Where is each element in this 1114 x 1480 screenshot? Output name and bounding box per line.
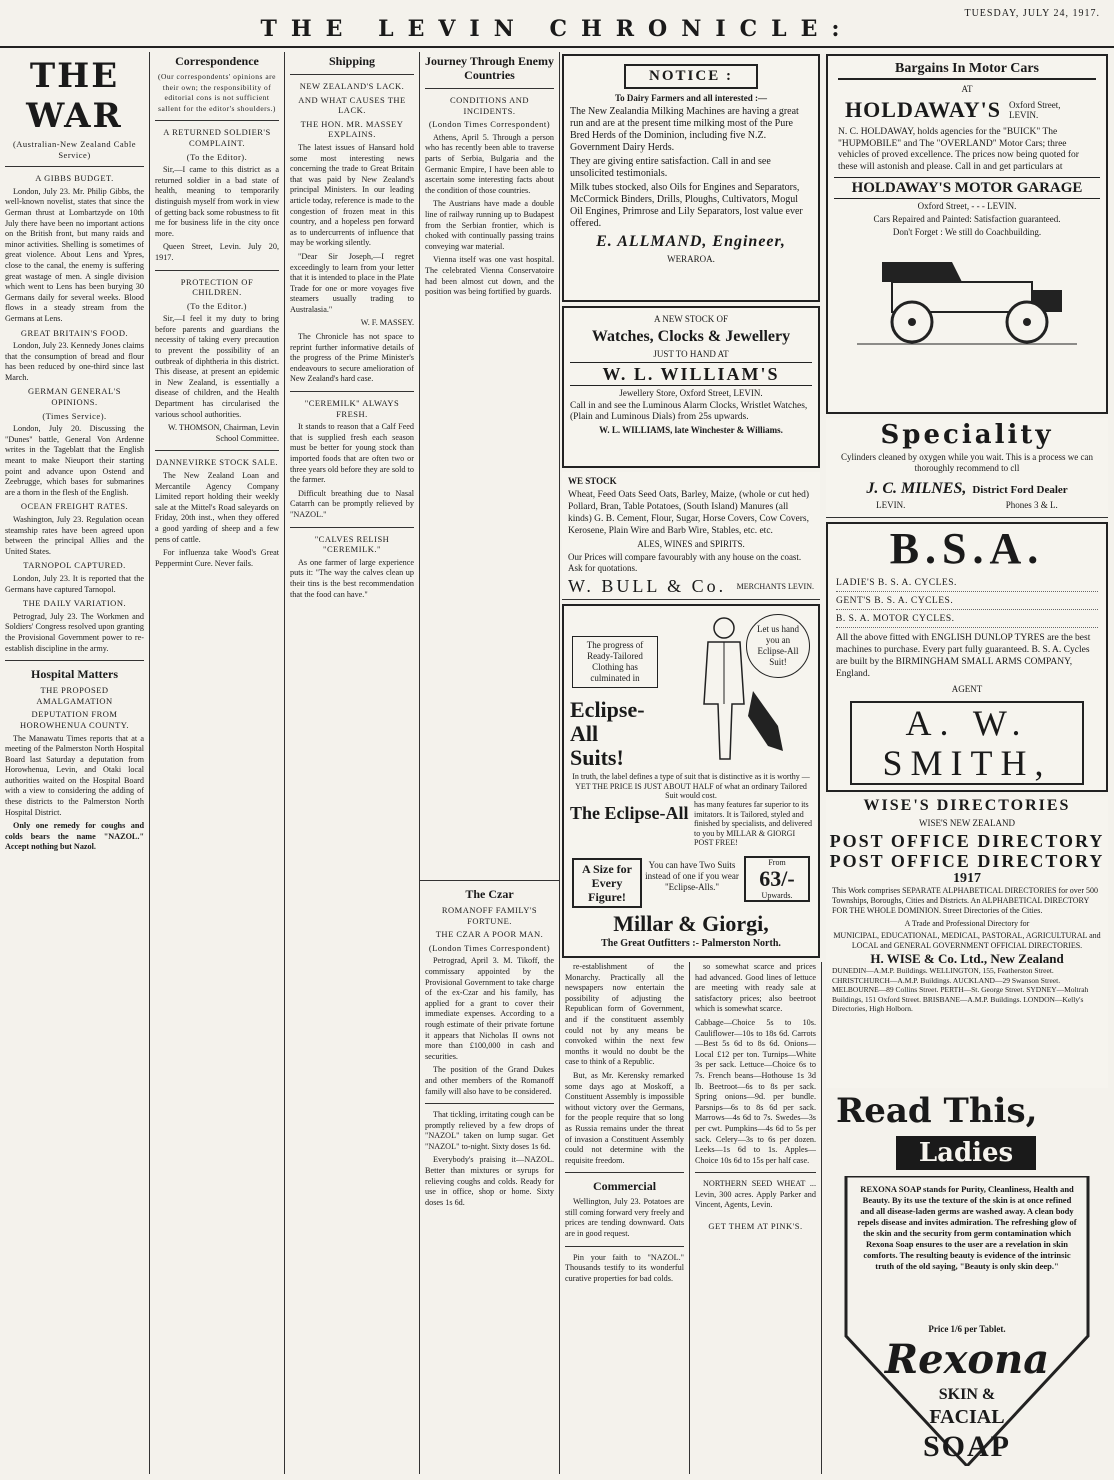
advert-line: Everybody's praising it—NAZOL. Better than mixtures or syrups for relieving coughs and colds. Ready for use in office, shop or home. Sixty doses 1s 6d. [425, 1155, 554, 1207]
bsa-logo: B.S.A. [889, 524, 1045, 573]
market-prices: Cabbage—Choice 5s to 10s. Cauliflower—10s to 18s 6d. Carrots—Best 5s 6d to 8s 6d. Onions—Local £12 per ton. Turnips—White 3s per sack. Lettuce—Choice 6s to 7s. French beans—Hothouse 1s 3d lb. Beetroot—6s to 8s per sack. Spring onions—9d. per bundle. Parsnips—6s to 8s 6d per sack. Marrows—4s 6d to 7s. Swedes—3s per cwt. Pumpkins—4s 6d to 5s per sack. Celery—3s to 6s per dozen. Leeks—1s 6d to 1s. Apples—Choice 10s 6d to 15s per half case. [695, 1017, 816, 1165]
notice-body: The New Zealandia Milking Machines are having a great run and are at the present time milking most of the Pure Bred Herds of the Dominion, including five N.Z. Government Dairy Herds. [570, 106, 799, 153]
story-body: re-establishment of the Monarchy. Practically all the newspapers now entertain the possibility of adjusting the Republican form of Government, and if the constituent assembly could not by any means be convoked within the next few months it would no doubt be the case to think of a Republic. [565, 962, 684, 1067]
eclipse-price-box [744, 856, 810, 902]
watches-just: JUST TO HAND AT [653, 349, 729, 359]
story-body: The position of the Grand Dukes and other members of the Romanoff family will also have to be considered. [425, 1065, 554, 1096]
holdaway-garage: HOLDAWAY'S MOTOR GARAGE [834, 177, 1100, 199]
divider [695, 1172, 816, 1173]
divider [290, 74, 414, 75]
story-subtitle: (Times Service). [42, 410, 107, 421]
masthead [0, 0, 1114, 48]
eclipse-letus: Let us hand you an Eclipse-All Suit! [746, 614, 810, 678]
watches-advert [562, 306, 820, 468]
story-title: ROMANOFF FAMILY'S FORTUNE. [441, 905, 538, 926]
column-war [0, 52, 150, 1474]
eclipse-firm-sub: The Great Outfitters :- Palmerston North. [601, 938, 781, 949]
milnes-place: LEVIN. [876, 500, 906, 510]
eclipse-progress: The progress of Ready-Tailored Clothing has culminated in [572, 636, 658, 688]
wise-title: WISE'S DIRECTORIES [863, 797, 1071, 814]
eclipse-advert [562, 604, 820, 958]
motor-car-icon [852, 242, 1082, 352]
story-body: The Austrians have made a double line of railway running up to Budapest from the Serbian frontier, which is choked with continually passing trains conveying war material. [425, 199, 554, 251]
westock-compare: Our Prices will compare favourably with any house on the coast. Ask for quotations. [568, 552, 802, 573]
bsa-smith: A. W. SMITH, [850, 701, 1084, 785]
rexona-price: Price 1/6 per Tablet. [928, 1324, 1006, 1334]
story-body: London, July 23. It is reported that the Germans have captured Tarnopol. [5, 573, 144, 594]
story-title: "CALVES RELISH "CEREMILK." [314, 533, 390, 555]
milnes-name: J. C. MILNES, [866, 480, 967, 497]
wise-year: 1917 [953, 871, 981, 886]
letter-body: Sir,—I feel it my duty to bring before parents and guardians the necessity of taking every precaution to prevent the possibility of an outbreak of diphtheria in this district. This disease, at present an epidemic in New Zealand, is essentially a disease of children, and the Health Department has circularised the various school authorities. [155, 314, 279, 419]
watches-sign: W. L. WILLIAMS, late Winchester & Williams. [599, 425, 783, 435]
story-body: The Manawatu Times reports that at a meeting of the Palmerston North Hospital Board last Saturday a deputation from Horowhenua, Levin, and Otaki local authorities waited on the Hospital Board with a view to considering the adding of these districts to the Palmerston North Hospital District. [5, 733, 144, 817]
editor-note: (Our correspondents' opinions are their own; the responsibility of editorial cons is not sufficient sallent for the editor's shoulders.) [157, 72, 277, 113]
divider [425, 88, 554, 89]
eclipse-firm: Millar & Giorgi, [613, 911, 769, 936]
holdaway-at: AT [961, 84, 973, 94]
bsa-line: GENT'S B. S. A. CYCLES. [836, 596, 1098, 610]
westock-advert [562, 472, 820, 600]
watches-title: Watches, Clocks & Jewellery [591, 328, 791, 345]
commercial-heading: Commercial [592, 1179, 657, 1194]
westock-head: WE STOCK [568, 476, 617, 486]
issue-date: TUESDAY, JULY 24, 1917. [964, 8, 1100, 19]
eclipse-suit-name: The Eclipse-All [570, 803, 689, 823]
story-title: "CEREMILK" ALWAYS FRESH. [304, 398, 400, 419]
advert-line: For influenza take Wood's Great Peppermint Cure. Never fails. [155, 548, 279, 568]
rexona-facial: FACIAL [929, 1406, 1005, 1428]
eclipse-upwards: Upwards. [761, 891, 793, 900]
eclipse-price: 63/- [759, 866, 795, 891]
correspondence-heading: Correspondence [175, 54, 259, 68]
notice-advert [562, 54, 820, 302]
hospital-heading: Hospital Matters [31, 667, 118, 682]
eclipse-from: From [768, 858, 786, 867]
story-body: Washington, July 23. Regulation ocean steamship rates have been agreed upon between the principal Allies and the United States. [5, 515, 144, 556]
eclipse-suit-desc: has many features far superior to its imitators. It is Tailored, styled and finished by specialists, and delivered to you by MILLAR & GIORGI POST FREE! [694, 800, 812, 847]
divider [565, 1246, 684, 1247]
rexona-body: REXONA SOAP stands for Purity, Cleanliness, Health and Beauty. By its use the texture of the skin is at once refined and all disease-laden germs are washed away. A clean body repels disease and invites admiration. The refreshing glow of the skin and the security from germ contamination which Rexona Soap ensures to the user are a revelation in skin comforts. The resulting beauty is evidence of the intrinsic truth of the old saying, "Beauty is only skin deep." [857, 1184, 1077, 1271]
story-body: Athens, April 5. Through a person who has recently been able to traverse parts of Serbia, Bulgaria and the Germanic Empire, I have been able to ascertain some interesting facts about the condition of those countries. [425, 132, 554, 195]
holdaway-advert [826, 54, 1108, 414]
story-body: Petrograd, July 23. The Workmen and Soldiers' Congress resolved upon granting the Provisional Government power to re-establish discipline in the army. [5, 611, 144, 653]
wise-body: This Work comprises SEPARATE ALPHABETICAL DIRECTORIES for over 500 Townships, Boroughs, Cities and Districts. An ALPHABETICAL DIRECTORY FOR THE WHOLE DOMINION. Street Directories of the Cities. [832, 886, 1099, 915]
story-body: London, July 23. Mr. Philip Gibbs, the well-known novelist, states that since the German thrust at Lombartzyde on 10th July there have been no important actions on the British front, but many raids and minor activities. Shelling is sometimes of great violence. About Lens and Ypres, close to the canal, the enemy is suffering great wastage of men. A single division which went to Lens has been burying 30 Germans daily for several weeks. Blood flows in a steady stream from the Germans at Lens. [5, 186, 144, 323]
watches-body: Call in and see the Luminous Alarm Clocks, Wristlet Watches, (Plain and Luminous Dials) from 25s upwards. [570, 401, 808, 422]
rexona-skin: SKIN & [938, 1386, 996, 1403]
holdaway-body: N. C. HOLDAWAY, holds agencies for the "BUICK" The "HUPMOBILE" and The "OVERLAND" Motor Cars; three vehicles of proved excellence. The prices now being quoted for these will astonish and please. Call in and get particulars at [838, 127, 1079, 172]
story-title: A GIBBS BUDGET. [35, 173, 114, 184]
bsa-advert [826, 522, 1108, 792]
story-body: The New Zealand Loan and Mercantile Agency Company Limited report holding their weekly sale at the Mittel's Road saleyards on Friday, 20th inst., when they offered a good yarding of sheep and a few pens of cattle. [155, 471, 279, 544]
watches-address: Jewellery Store, Oxford Street, LEVIN. [619, 388, 763, 398]
advert-line: That tickling, irritating cough can be promptly relieved by a few drops of "NAZOL" taken on lump sugar. Get "NAZOL" to-night. Sixty doses 1s 6d. [425, 1110, 554, 1151]
westock-merchants: MERCHANTS LEVIN. [736, 582, 814, 591]
notice-body: They are giving entire satisfaction. Call in and see unsolicited testimonials. [570, 156, 771, 179]
eclipse-truth: In truth, the label defines a type of suit that is distinctive as it is worthy — YET THE PRICE IS JUST ABOUT HALF of what an ordinary Tailored Suit would cost. [572, 772, 810, 800]
holdaway-coach: Don't Forget : We still do Coachbuilding. [892, 227, 1042, 237]
notice-place: WERAROA. [667, 254, 715, 264]
milnes-body: Cylinders cleaned by oxygen while you wait. This is a process we can thoroughly recommend to cll [840, 452, 1094, 473]
story-title: GERMAN GENERAL'S OPINIONS. [28, 386, 121, 408]
letter-subtitle: (To the Editor). [186, 151, 248, 162]
milnes-specialty: Speciality [880, 420, 1054, 450]
letter-sign: Queen Street, Levin. July 20, 1917. [155, 242, 279, 262]
story-body: The latest issues of Hansard hold some most interesting news concerning the trade to Great Britain that was paid by New Zealand's principal Ministers. In our leading article today, reference is made to the congestion of frozen meat in this country, and a hopeless pen forward as to undercurrents of influence that may be working silently. [290, 142, 414, 248]
story-title: THE CZAR A POOR MAN. [435, 929, 544, 940]
rexona-soap: SOAP [922, 1430, 1011, 1463]
column-markets [690, 962, 822, 1474]
divider [155, 270, 279, 271]
story-body: It stands to reason that a Calf Feed that is supplied fresh each season must be better for young stock than imported foods that are often two or three years old before they are sold to the farmer. [290, 422, 414, 485]
rexona-brand: Rexona [884, 1336, 1050, 1383]
rexona-advert [826, 1092, 1108, 1474]
notice-title: NOTICE : [624, 64, 758, 89]
divider [290, 391, 414, 392]
story-subtitle: DEPUTATION FROM HOROWHENUA COUNTY. [20, 709, 129, 730]
westock-body: Wheat, Feed Oats Seed Oats, Barley, Maize, (whole or cut hed) Pollard, Bran, Table Potatoes, (South Island) Manures (all kinds) G. B. Cement, Flour, Sugar, Horse Covers, Cow Covers, Kerosene, Plain Wire and Barb Wire, Stables, etc. etc. [568, 490, 810, 536]
story-body: "Dear Sir Joseph,—I regret exceedingly to learn from your letter that it is intended to place in the Plate Trade for one or more voyages five steamers usually trading to Australasia." [290, 251, 414, 314]
war-heading: THE WAR [26, 56, 123, 136]
wise-list: MUNICIPAL, EDUCATIONAL, MEDICAL, PASTORAL, AGRICULTURAL and LOCAL and GENERAL GOVERNMENT OFFICIAL DIRECTORIES. [833, 931, 1101, 950]
story-title: OCEAN FREIGHT RATES. [20, 501, 129, 512]
milnes-dealer: District Ford Dealer [972, 484, 1068, 496]
wise-directory: POST OFFICE DIRECTORY [829, 851, 1105, 871]
wise-trade: A Trade and Professional Directory for [904, 919, 1030, 928]
advert-line: NORTHERN SEED WHEAT ... Levin, 300 acres. Apply Parker and Vincent, Agents, Levin. [695, 1179, 816, 1210]
divider [155, 120, 279, 121]
letter-sign: W. F. MASSEY. [360, 318, 414, 328]
bsa-body: All the above fitted with ENGLISH DUNLOP TYRES are the best machines to purchase. Every part fully guaranteed. B. S. A. Cycles are built by the BIRMINGHAM SMALL ARMS COMPANY, England. [836, 633, 1091, 679]
divider [155, 450, 279, 451]
story-body: Vienna itself was one vast hospital. The celebrated Vienna Conservatoire had been almost cut down, and the position was being fortified by guards. [425, 255, 554, 297]
shipping-heading: Shipping [328, 54, 376, 68]
notice-to: To Dairy Farmers and all interested :— [615, 93, 767, 103]
divider [425, 1103, 554, 1104]
wise-addresses: DUNEDIN—A.M.P. Buildings. WELLINGTON, 155, Featherston Street. CHRISTCHURCH—A.M.P. Buildings. AUCKLAND—29 Swanson Street. MELBOURNE—89 Collins Street. PERTH—St. George Street. SYDNEY—Moltrah Buildings, 151 Oxford Street. BRISBANE—A.M.P. Buildings. LONDON—Kelly's Directories, High Holborn. [832, 966, 1089, 1013]
pinks-line: GET THEM AT PINK'S. [708, 1221, 803, 1232]
wise-firm: H. WISE & Co. Ltd., New Zealand [870, 951, 1064, 966]
notice-sign: E. ALLMAND, Engineer, [596, 233, 786, 250]
eclipse-big: Eclipse-All Suits! [570, 697, 645, 770]
westock-ales: ALES, WINES and SPIRITS. [637, 539, 745, 549]
bsa-line: LADIE'S B. S. A. CYCLES. [836, 578, 1098, 592]
story-title: GREAT BRITAIN'S FOOD. [20, 327, 129, 338]
journey-heading: Journey Through Enemy Countries [425, 54, 554, 82]
letter-subtitle: (To the Editor.) [186, 300, 248, 311]
eclipse-twosuits: You can have Two Suits instead of one if you wear "Eclipse-Alls." [645, 860, 739, 892]
wise-directory: POST OFFICE DIRECTORY [829, 831, 1105, 851]
divider [290, 527, 414, 528]
divider [5, 660, 144, 661]
holdaway-garage-address: Oxford Street, - - - LEVIN. [917, 201, 1017, 211]
bsa-address [834, 791, 1100, 792]
story-title: AND WHAT CAUSES THE LACK. [298, 94, 406, 116]
watches-name: W. L. WILLIAM'S [570, 362, 812, 386]
bsa-agent: AGENT [951, 684, 983, 694]
holdaway-repair: Cars Repaired and Painted: Satisfaction guaranteed. [873, 214, 1061, 224]
story-body: Petrograd, April 3. M. Tikoff, the commissary appointed by the Provisional Government to take charge of the ex-Czar and his family, has applied for a grant to cover their immediate expenses. According to a rough estimate of their private fortune it appears that Nicholas II owns not more than £100,000 in cash and securities. [425, 956, 554, 1061]
column-shipping [285, 52, 420, 1474]
story-body: London, July 23. Kennedy Jones claims that the consumption of bread and flour has been reduced by one-third since last March. [5, 341, 144, 382]
wise-advert [826, 796, 1108, 1088]
rexona-ladies: Ladies [896, 1136, 1036, 1170]
czar-heading: The Czar [465, 887, 514, 901]
divider [565, 1172, 684, 1173]
story-body: But, as Mr. Kerensky remarked some days ago at Moskoff, a Constituent Assembly is impossible without victory over the Germans, for the people require that so long as Russia remains under the threat of invasion a Constituent Assembly could not determine with the requisite freedom. [565, 1070, 684, 1165]
story-body: Wellington, July 23. Potatoes are still coming forward very freely and prices are tending downward. Oats are in good request. [565, 1197, 684, 1239]
story-subtitle: (London Times Correspondent) [428, 942, 551, 953]
holdaway-bargains: Bargains In Motor Cars [838, 60, 1096, 80]
holdaway-name: HOLDAWAY'S [845, 97, 1001, 122]
holdaway-address: Oxford Street, LEVIN. [1008, 100, 1061, 120]
story-title: THE HON. MR. MASSEY EXPLAINS. [300, 118, 404, 140]
letter-title: A RETURNED SOLDIER'S COMPLAINT. [163, 127, 271, 148]
letter-title: PROTECTION OF CHILDREN. [180, 276, 254, 298]
war-source: (Australian-New Zealand Cable Service) [12, 139, 137, 160]
letter-sign: W. THOMSON, Chairman, Levin School Committee. [168, 423, 279, 443]
milnes-advert [826, 418, 1108, 518]
story-body: The Chronicle has not space to reprint further informative details of the progress of the Prime Minister's endeavours to secure amelioration of New Zealand's hard case. [290, 332, 414, 384]
letter-body: Sir,—I came to this district as a returned soldier in a bad state of health, meaning to temporarily distinguish myself from work in view of getting back some robustness to fit me for business life in the city once more. [155, 165, 279, 238]
story-title: TARNOPOL CAPTURED. [23, 560, 126, 571]
advert-line: Difficult breathing due to Nasal Catarrh can be promptly relieved by "NAZOL." [290, 488, 414, 519]
advert-line: Pin your faith to "NAZOL." Thousands testify to its wonderful curative properties for bad colds. [565, 1252, 684, 1283]
eclipse-size: A Size for Every Figure! [572, 858, 642, 908]
divider [5, 166, 144, 167]
story-title: CONDITIONS AND INCIDENTS. [449, 95, 529, 116]
story-body: so somewhat scarce and prices had advanced. Good lines of lettuce are meeting with ready sale at satisfactory prices; also beetroot which is somewhat scarce. [695, 962, 816, 1014]
westock-name: W. BULL & Co. [568, 576, 727, 596]
bsa-line: B. S. A. MOTOR CYCLES. [836, 614, 1098, 628]
rexona-read: Read This, [836, 1092, 1038, 1131]
story-subtitle: (London Times Correspondent) [428, 119, 551, 130]
column-commercial [560, 962, 690, 1474]
advert-line: Only one remedy for coughs and colds bears the name "NAZOL." Accept nothing but Nazol. [5, 821, 144, 852]
story-title: THE DAILY VARIATION. [22, 598, 127, 609]
column-correspondence [150, 52, 285, 1474]
hand-icon [748, 686, 788, 756]
story-body: London, July 20. Discussing the "Dunes" battle, General Von Ardenne writes in the Tageblatt that the English meant to make Nieuport their starting point and advance upon Ostend and Zeebrugge, which bases for submarines are a thorn in the flesh of the English. [5, 424, 144, 497]
column-czar [420, 880, 560, 1474]
newspaper-title: THE LEVIN CHRONICLE: [260, 16, 854, 42]
story-title: THE PROPOSED AMALGAMATION [36, 685, 113, 706]
story-title: NEW ZEALAND'S LACK. [299, 81, 405, 91]
story-title: DANNEVIRKE STOCK SALE. [155, 457, 279, 468]
milnes-phones: Phones 3 & L. [1005, 500, 1058, 510]
wise-subtitle: WISE'S NEW ZEALAND [919, 818, 1015, 828]
watches-newstock: A NEW STOCK OF [654, 314, 728, 324]
notice-body: Milk tubes stocked, also Oils for Engines and Separators, McCormick Binders, Drills, Ploughs, Cultivators, Mogul Oil Engines, Primrose and Lily Separators, lost value ever offered. [570, 182, 803, 229]
story-body: As one farmer of large experience puts it: "The way the calves clean up their tins is the best recommendation that the food can have." [290, 557, 414, 599]
